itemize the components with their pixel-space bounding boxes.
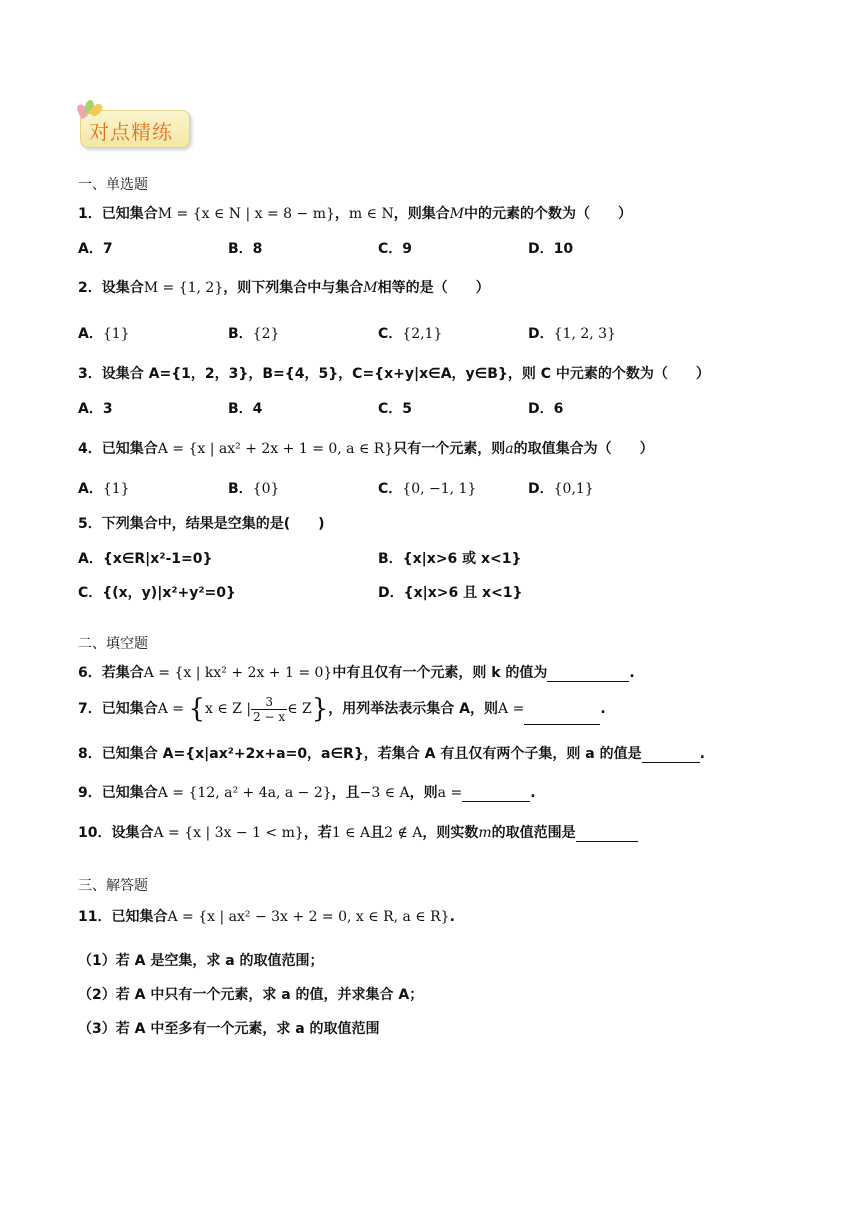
question-9: 9．已知集合A = {12, a² + 4a, a − 2}，且−3 ∈ A，则a = . [78, 785, 536, 801]
option-d: D．10 [528, 241, 574, 257]
option-c: C．{0, −1, 1} [378, 481, 477, 497]
question-2: 2．设集合M = {1, 2}，则下列集合中与集合M相等的是（ ） [78, 280, 490, 296]
option-a: A．{1} [78, 326, 130, 342]
answer-blank[interactable] [524, 694, 600, 725]
sub-question-3: （3）若 A 中至多有一个元素，求 a 的取值范围 [78, 1021, 380, 1037]
option-a: A．7 [78, 241, 113, 257]
sub-question-2: （2）若 A 中只有一个元素，求 a 的值，并求集合 A； [78, 987, 424, 1003]
sub-question-1: （1）若 A 是空集，求 a 的取值范围； [78, 953, 324, 969]
option-b: B．{x|x>6 或 x<1} [378, 551, 522, 567]
option-c: C．{(x，y)|x²+y²=0} [78, 585, 236, 601]
option-a: A．{1} [78, 481, 130, 497]
option-d: D．6 [528, 401, 564, 417]
option-b: B．8 [228, 241, 263, 257]
question-6: 6．若集合A = {x | kx² + 2x + 1 = 0}中有且仅有一个元素，则 k 的值为 . [78, 665, 635, 681]
option-b: B．4 [228, 401, 263, 417]
option-d: D．{1, 2, 3} [528, 326, 616, 342]
question-10: 10．设集合A = {x | 3x − 1 < m}，若1 ∈ A且2 ∉ A，则实数m的取值范围是 [78, 822, 638, 842]
option-d: D．{0,1} [528, 481, 594, 497]
option-d: D．{x|x>6 且 x<1} [378, 585, 523, 601]
section-heading: 三、解答题 [78, 878, 148, 894]
question-4: 4．已知集合A = {x | ax² + 2x + 1 = 0, a ∈ R}只有一个元素，则a的取值集合为（ ） [78, 441, 654, 457]
question-5: 5．下列集合中，结果是空集的是( ) [78, 516, 325, 532]
question-7: 7．已知集合A = {x ∈ Z | $\frac{3}{2 - x}$ ∈ Z}，用列举法表示集合 A，则A = . [78, 694, 606, 724]
option-b: B．{0} [228, 481, 280, 497]
question-8: 8．已知集合 A={x|ax²+2x+a=0，a∈R}，若集合 A 有且仅有两个子集，则 a 的值是 . [78, 746, 705, 762]
option-b: B．{2} [228, 326, 280, 342]
question-3: 3．设集合 A={1，2，3}，B={4，5}，C={x+y|x∈A，y∈B}，则 C 中元素的个数为（ ） [78, 366, 710, 382]
answer-blank[interactable] [547, 665, 629, 682]
option-a: A．3 [78, 401, 113, 417]
badge-title: 对点精练 [89, 120, 173, 144]
option-c: C．9 [378, 241, 413, 257]
answer-blank[interactable] [576, 825, 638, 842]
option-c: C．{2,1} [378, 326, 443, 342]
option-a: A．{x∈R|x²-1=0} [78, 551, 213, 567]
section-heading: 一、单选题 [78, 177, 148, 193]
option-c: C．5 [378, 401, 413, 417]
question-11: 11．已知集合A = {x | ax² − 3x + 2 = 0, x ∈ R, a ∈ R}. [78, 909, 455, 925]
section-heading: 二、填空题 [78, 636, 148, 652]
question-1: 1．已知集合M = {x ∈ N | x = 8 − m}，m ∈ N，则集合M中的元素的个数为（ ） [78, 206, 633, 222]
answer-blank[interactable] [462, 785, 530, 802]
answer-blank[interactable] [642, 746, 700, 763]
